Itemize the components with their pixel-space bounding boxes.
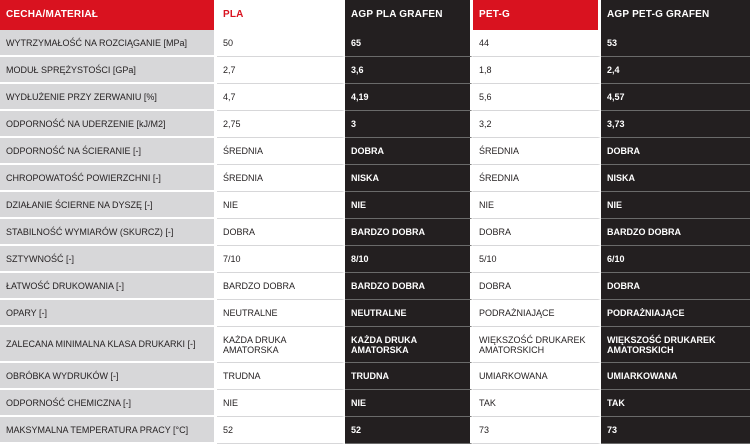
table-row <box>0 390 750 417</box>
table-row <box>0 417 750 444</box>
petg-value: PODRAŻNIAJĄCE <box>473 300 601 327</box>
property-label: ODPORNOŚĆ NA UDERZENIE [kJ/M2] <box>0 111 217 138</box>
property-label: ŁATWOŚĆ DRUKOWANIA [-] <box>0 273 217 300</box>
property-label: WYTRZYMAŁOŚĆ NA ROZCIĄGANIE [MPa] <box>0 30 217 57</box>
pla-value: 2,7 <box>217 57 345 84</box>
pla-value: BARDZO DOBRA <box>217 273 345 300</box>
agp-pla-value: 65 <box>345 30 473 57</box>
agp-pla-value: KAŻDA DRUKA AMATORSKA <box>345 327 473 363</box>
pla-value: TRUDNA <box>217 363 345 390</box>
property-label: STABILNOŚĆ WYMIARÓW (SKURCZ) [-] <box>0 219 217 246</box>
table-row <box>0 165 750 192</box>
property-label: ODPORNOŚĆ NA ŚCIERANIE [-] <box>0 138 217 165</box>
petg-value: DOBRA <box>473 273 601 300</box>
property-label: MAKSYMALNA TEMPERATURA PRACY [°C] <box>0 417 217 444</box>
agp-petg-value: 4,57 <box>601 84 750 111</box>
property-label: OBRÓBKA WYDRUKÓW [-] <box>0 363 217 390</box>
agp-pla-value: DOBRA <box>345 138 473 165</box>
pla-value: ŚREDNIA <box>217 138 345 165</box>
header-petg: PET-G <box>473 0 601 30</box>
header-pla: PLA <box>217 0 345 30</box>
agp-petg-value: 2,4 <box>601 57 750 84</box>
petg-value: 5,6 <box>473 84 601 111</box>
header-property: CECHA/MATERIAŁ <box>0 0 217 30</box>
pla-value: NIE <box>217 390 345 417</box>
petg-value: TAK <box>473 390 601 417</box>
agp-petg-value: NISKA <box>601 165 750 192</box>
property-label: CHROPOWATOŚĆ POWIERZCHNI [-] <box>0 165 217 192</box>
property-label: SZTYWNOŚĆ [-] <box>0 246 217 273</box>
pla-value: 7/10 <box>217 246 345 273</box>
table-row <box>0 57 750 84</box>
agp-pla-value: BARDZO DOBRA <box>345 219 473 246</box>
agp-petg-value: 73 <box>601 417 750 444</box>
agp-pla-value: NIE <box>345 390 473 417</box>
agp-petg-value: TAK <box>601 390 750 417</box>
agp-pla-value: 4,19 <box>345 84 473 111</box>
agp-pla-value: NISKA <box>345 165 473 192</box>
table-row <box>0 300 750 327</box>
agp-petg-value: UMIARKOWANA <box>601 363 750 390</box>
pla-value: NIE <box>217 192 345 219</box>
agp-petg-value: 3,73 <box>601 111 750 138</box>
agp-petg-value: BARDZO DOBRA <box>601 219 750 246</box>
pla-value: 52 <box>217 417 345 444</box>
petg-value: UMIARKOWANA <box>473 363 601 390</box>
property-label: MODUŁ SPRĘŻYSTOŚCI [GPa] <box>0 57 217 84</box>
agp-petg-value: DOBRA <box>601 273 750 300</box>
pla-value: ŚREDNIA <box>217 165 345 192</box>
table-row <box>0 192 750 219</box>
pla-value: DOBRA <box>217 219 345 246</box>
pla-value: NEUTRALNE <box>217 300 345 327</box>
agp-petg-value: 53 <box>601 30 750 57</box>
agp-pla-value: 3 <box>345 111 473 138</box>
header-agp-petg-grafen: AGP PET-G GRAFEN <box>601 0 750 30</box>
agp-pla-value: TRUDNA <box>345 363 473 390</box>
agp-pla-value: 52 <box>345 417 473 444</box>
agp-petg-value: PODRAŻNIAJĄCE <box>601 300 750 327</box>
agp-petg-value: NIE <box>601 192 750 219</box>
agp-petg-value: 6/10 <box>601 246 750 273</box>
pla-value: KAŻDA DRUKA AMATORSKA <box>217 327 345 363</box>
agp-pla-value: NIE <box>345 192 473 219</box>
agp-pla-value: NEUTRALNE <box>345 300 473 327</box>
agp-pla-value: 3,6 <box>345 57 473 84</box>
pla-value: 4,7 <box>217 84 345 111</box>
property-label: DZIAŁANIE ŚCIERNE NA DYSZĘ [-] <box>0 192 217 219</box>
property-label: OPARY [-] <box>0 300 217 327</box>
petg-value: DOBRA <box>473 219 601 246</box>
petg-value: ŚREDNIA <box>473 165 601 192</box>
table-row <box>0 111 750 138</box>
property-label: WYDŁUŻENIE PRZY ZERWANIU [%] <box>0 84 217 111</box>
table-row <box>0 327 750 363</box>
property-label: ZALECANA MINIMALNA KLASA DRUKARKI [-] <box>0 327 217 363</box>
table-row <box>0 246 750 273</box>
agp-pla-value: 8/10 <box>345 246 473 273</box>
header-agp-pla-grafen: AGP PLA GRAFEN <box>345 0 473 30</box>
table-row <box>0 219 750 246</box>
pla-value: 2,75 <box>217 111 345 138</box>
table-row <box>0 363 750 390</box>
table-row <box>0 84 750 111</box>
petg-value: WIĘKSZOŚĆ DRUKAREK AMATORSKICH <box>473 327 601 363</box>
table-row <box>0 30 750 57</box>
table-row <box>0 138 750 165</box>
agp-pla-value: BARDZO DOBRA <box>345 273 473 300</box>
property-label: ODPORNOŚĆ CHEMICZNA [-] <box>0 390 217 417</box>
petg-value: ŚREDNIA <box>473 138 601 165</box>
petg-value: 73 <box>473 417 601 444</box>
petg-value: 3,2 <box>473 111 601 138</box>
petg-value: NIE <box>473 192 601 219</box>
petg-value: 5/10 <box>473 246 601 273</box>
header-row <box>0 0 750 30</box>
table-row <box>0 273 750 300</box>
pla-value: 50 <box>217 30 345 57</box>
agp-petg-value: WIĘKSZOŚĆ DRUKAREK AMATORSKICH <box>601 327 750 363</box>
petg-value: 1,8 <box>473 57 601 84</box>
agp-petg-value: DOBRA <box>601 138 750 165</box>
petg-value: 44 <box>473 30 601 57</box>
